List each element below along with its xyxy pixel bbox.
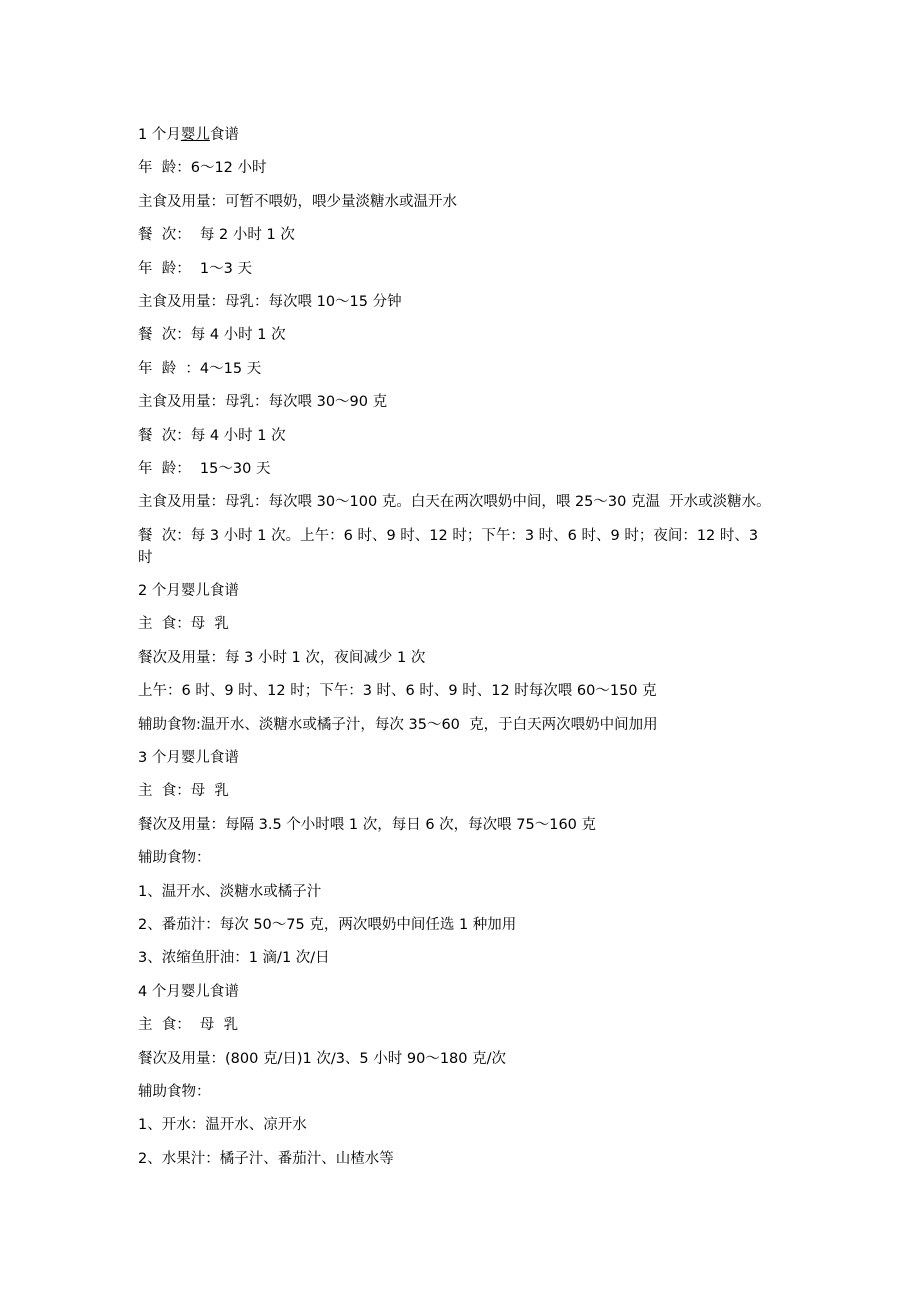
text-line: 餐次及用量：每 3 小时 1 次，夜间减少 1 次 [138, 649, 426, 666]
list-item: 2、番茄汁：每次 50～75 克，两次喂奶中间任选 1 种加用 [138, 916, 517, 933]
text-line: 年 龄 ：4～15 天 [138, 360, 262, 377]
text-line-continuation: 时 [138, 549, 153, 566]
text-line: 餐 次： 每 2 小时 1 次 [138, 227, 295, 244]
text-line: 餐 次：每 4 小时 1 次 [138, 427, 286, 444]
section-title-4-months: 4 个月婴儿食谱 [138, 983, 239, 1000]
list-item: 1、开水：温开水、凉开水 [138, 1117, 307, 1134]
text-line: 餐 次：每 3 小时 1 次。上午：6 时、9 时、12 时；下午：3 时、6 时、9 时；夜间：12 时、3 [138, 527, 759, 544]
list-item: 1、温开水、淡糖水或橘子汁 [138, 883, 322, 900]
text-line: 辅助食物:温开水、淡糖水或橘子汁，每次 35～60 克，于白天两次喂奶中间加用 [138, 716, 658, 733]
text-line: 餐次及用量：每隔 3.5 个小时喂 1 次，每日 6 次，每次喂 75～160 克 [138, 816, 597, 833]
text-line: 上午：6 时、9 时、12 时；下午：3 时、6 时、9 时、12 时每次喂 60～150 克 [138, 683, 657, 700]
section-title-3-months: 3 个月婴儿食谱 [138, 750, 239, 767]
title-suffix: 食谱 [209, 127, 239, 143]
text-line: 主食及用量：母乳：每次喂 30～90 克 [138, 394, 388, 411]
list-item: 3、浓缩鱼肝油：1 滴/1 次/日 [138, 950, 330, 967]
text-line: 主 食：母 乳 [138, 783, 229, 800]
list-item: 2、水果汁：橘子汁、番茄汁、山楂水等 [138, 1150, 394, 1167]
text-line: 主 食：母 乳 [138, 616, 229, 633]
text-line: 餐 次：每 4 小时 1 次 [138, 327, 286, 344]
text-line: 餐次及用量：(800 克/日)1 次/3、5 小时 90～180 克/次 [138, 1050, 506, 1067]
text-line: 主食及用量：母乳：每次喂 10～15 分钟 [138, 293, 402, 310]
text-line: 主食及用量：母乳：每次喂 30～100 克。白天在两次喂奶中间，喂 25～30 克温 开水或淡糖水。 [138, 494, 771, 511]
section-title-2-months: 2 个月婴儿食谱 [138, 583, 239, 600]
text-line: 主 食： 母 乳 [138, 1017, 239, 1034]
document-body [138, 124, 838, 1181]
section-title-1-month [138, 124, 838, 146]
text-line: 年 龄：6～12 小时 [138, 160, 267, 177]
text-line: 辅助食物： [138, 1083, 211, 1100]
title-prefix: 1 个月 [138, 127, 181, 143]
text-line: 辅助食物： [138, 850, 211, 867]
title-underlined-word: 婴儿 [180, 127, 210, 143]
text-line: 年 龄： 15～30 天 [138, 460, 271, 477]
text-line: 年 龄： 1～3 天 [138, 260, 252, 277]
text-line: 主食及用量：可暂不喂奶，喂少量淡糖水或温开水 [138, 193, 457, 210]
